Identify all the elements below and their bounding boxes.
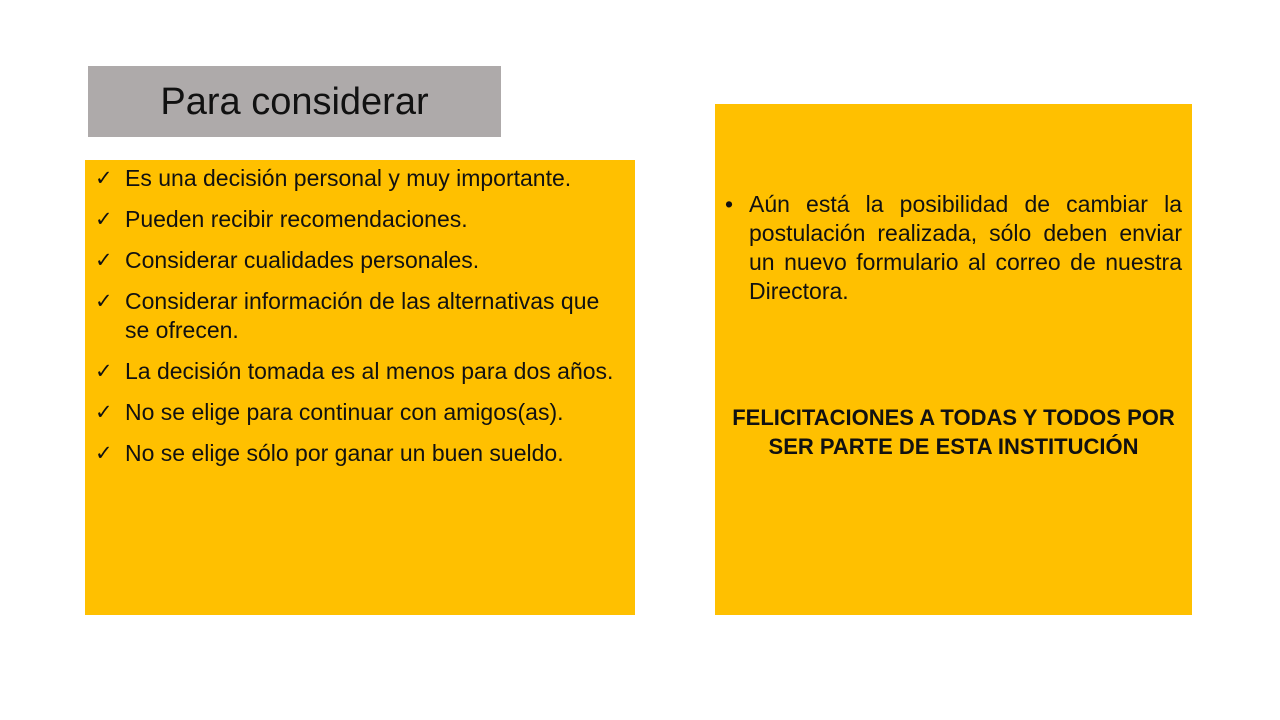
- title-box: [88, 66, 501, 137]
- notice-box: [715, 104, 1192, 615]
- list-item-text: Pueden recibir recomendaciones.: [125, 206, 468, 232]
- checkmark-icon: ✓: [95, 166, 113, 190]
- list-item: [95, 398, 615, 427]
- list-item-text: No se elige para continuar con amigos(as).: [125, 399, 564, 425]
- list-item-text: La decisión tomada es al menos para dos años.: [125, 358, 614, 384]
- list-item: [95, 205, 615, 234]
- checkmark-icon: ✓: [95, 289, 113, 313]
- checkmark-icon: ✓: [95, 207, 113, 231]
- list-item: [95, 164, 615, 193]
- list-item: [95, 246, 615, 275]
- notice-bullet: [725, 190, 1182, 306]
- slide-title: Para considerar: [160, 80, 429, 123]
- considerations-box: [85, 160, 635, 615]
- list-item: [95, 357, 615, 386]
- list-item: [95, 439, 615, 468]
- notice-text: Aún está la posibilidad de cambiar la postulación realizada, sólo deben enviar un nuevo formulario al correo de nuestra Directora.: [749, 191, 1182, 304]
- checkmark-icon: ✓: [95, 359, 113, 383]
- list-item-text: Considerar cualidades personales.: [125, 247, 480, 273]
- list-item-text: Es una decisión personal y muy importante.: [125, 165, 572, 191]
- congratulations-text: FELICITACIONES A TODAS Y TODOS POR SER PARTE DE ESTA INSTITUCIÓN: [732, 405, 1175, 459]
- considerations-list: [95, 164, 615, 468]
- bullet-icon: •: [725, 191, 734, 217]
- list-item: [95, 287, 615, 345]
- checkmark-icon: ✓: [95, 400, 113, 424]
- list-item-text: No se elige sólo por ganar un buen sueldo.: [125, 440, 564, 466]
- checkmark-icon: ✓: [95, 441, 113, 465]
- list-item-text: Considerar información de las alternativas que se ofrecen.: [125, 288, 600, 343]
- checkmark-icon: ✓: [95, 248, 113, 272]
